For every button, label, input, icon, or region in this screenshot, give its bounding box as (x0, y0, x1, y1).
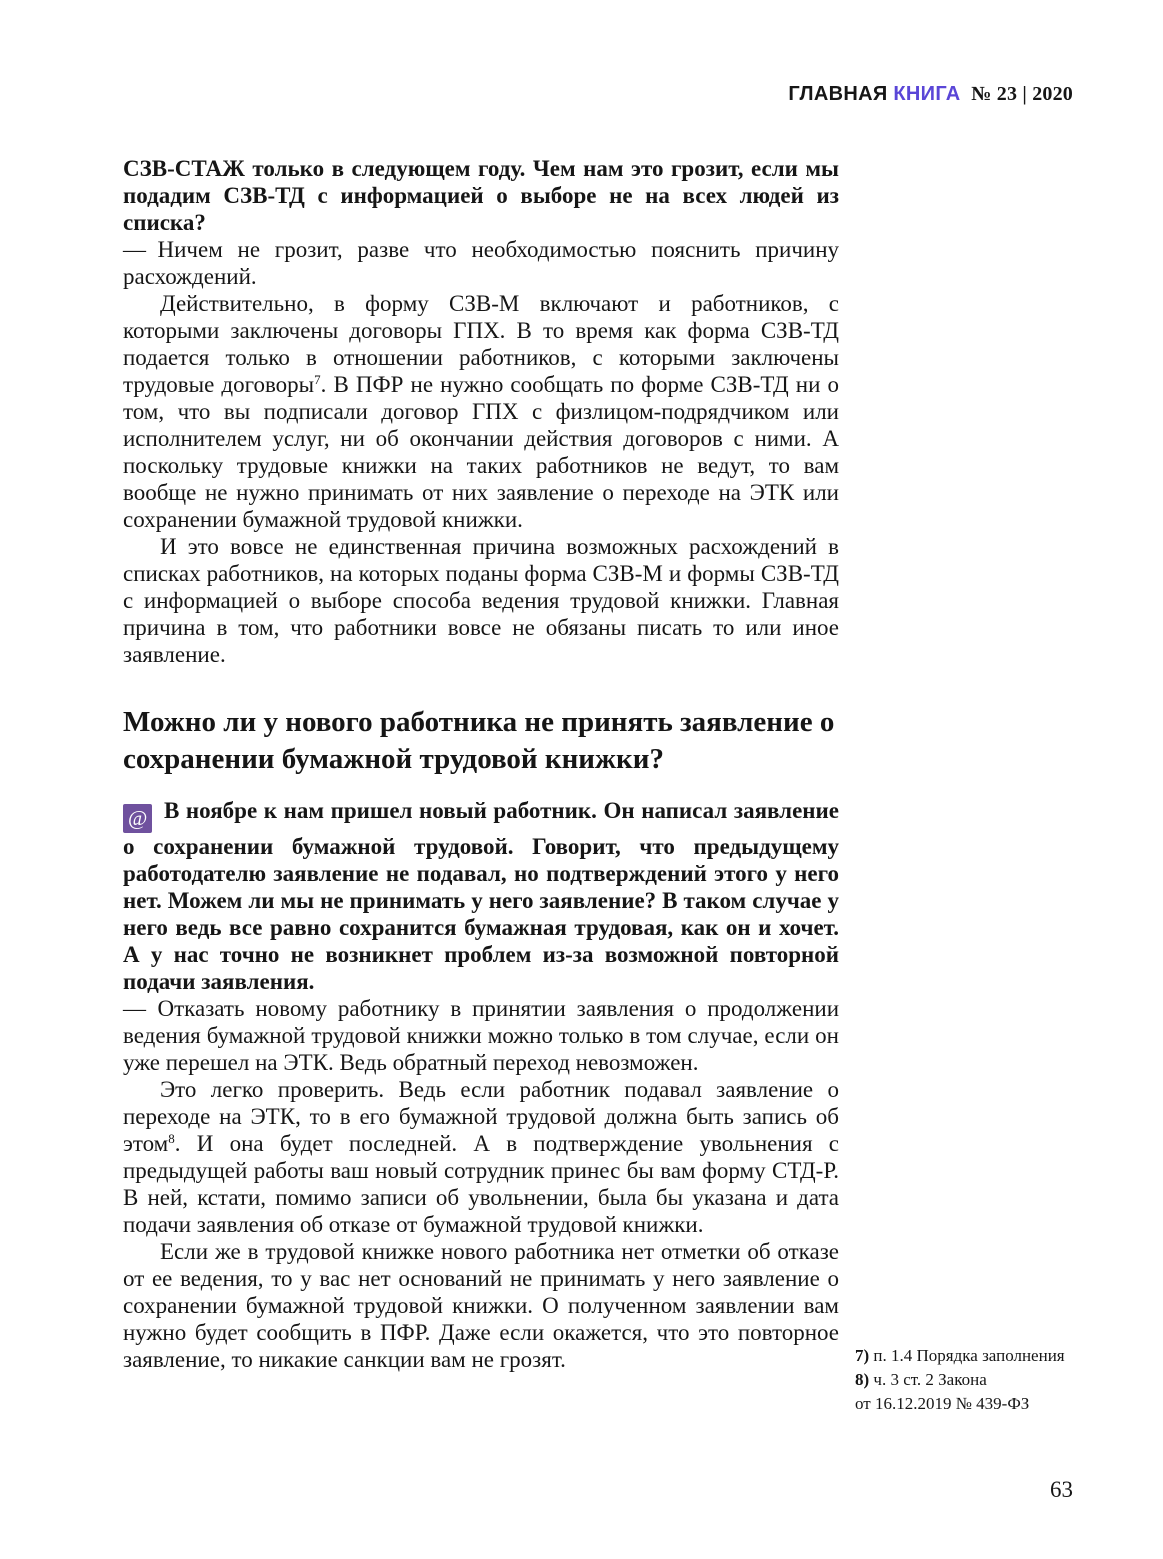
footnote-8-text-line1: ч. 3 ст. 2 Закона (873, 1370, 987, 1389)
footnote-7 (855, 1344, 1085, 1368)
answer-2-para-3: Если же в трудовой книжке нового работника нет отметки об отказе от ее ведения, то у вас нет оснований не принимать у него заявление о сохранении бумажной трудовой книжки. О полученном заявлении вам нужно будет сообщить в ПФР. Даже если окажется, что это повторное заявление, то никакие санкции вам не грозят. (123, 1239, 839, 1372)
margin-footnotes (855, 1344, 1085, 1416)
page-number: 63 (1050, 1477, 1073, 1502)
brand-kniga: КНИГА (893, 83, 961, 105)
answer-1-para-2-cont: . В ПФР не нужно сообщать по форме СЗВ-ТД ни о том, что вы подписали договор ГПХ с физлицом-подрядчиком или исполнителем услуг, ни об окончании действия договоров с ними. А поскольку трудовые книжки на таких работников не ведут, то вам вообще не нужно принимать от них заявление о переходе на ЭТК или сохранении бумажной трудовой книжки. (123, 372, 839, 532)
article-column (123, 155, 839, 1373)
footnote-7-number: 7) (855, 1346, 870, 1365)
footnote-8 (855, 1368, 1085, 1416)
reader-question-2-text: В ноябре к нам пришел новый работник. Он написал заявление о сохранении бумажной трудовой. Говорит, что предыдущему работодателю заявление не подавал, но подтверждений этого у него нет. Можем ли мы не принимать у него заявление? В таком случае у него ведь все равно сохранится бумажная трудовая, как он и хочет. А у нас точно не возникнет проблем из-за возможной повторной подачи заявления. (123, 798, 839, 994)
footnote-7-text: п. 1.4 Порядка заполнения (873, 1346, 1065, 1365)
answer-2-para-2-cont: . И она будет последней. А в подтверждение увольнения с предыдущей работы ваш новый сотрудник принес бы вам форму СТД-Р. В ней, кстати, помимо записи об увольнении, была бы указана и дата подачи заявления об отказе от бумажной трудовой книжки. (123, 1131, 839, 1237)
section-heading: Можно ли у нового работника не принять заявление о сохранении бумажной трудовой книжки? (123, 706, 835, 775)
footnote-ref-8: 8 (168, 1131, 175, 1146)
footnote-ref-7: 7 (314, 372, 321, 387)
reader-question-1: СЗВ-СТАЖ только в следующем году. Чем нам это грозит, если мы подадим СЗВ-ТД с информацией о выборе не на всех людей из списка? (123, 156, 839, 235)
answer-1-para-3: И это вовсе не единственная причина возможных расхождений в списках работников, на которых поданы форма СЗВ-М и формы СЗВ-ТД с информацией о выборе способа ведения трудовой книжки. Главная причина в том, что работники вовсе не обязаны писать то или иное заявление. (123, 534, 839, 667)
answer-2-para-1: — Отказать новому работнику в принятии заявления о продолжении ведения бумажной трудовой книжки можно только в том случае, если он уже перешел на ЭТК. Ведь обратный переход невозможен. (123, 996, 839, 1075)
issue-number: № 23 | 2020 (971, 83, 1073, 105)
brand-glavnaya: ГЛАВНАЯ (788, 83, 888, 105)
reader-question-2 (123, 797, 839, 995)
answer-2-para-2-text: Это легко проверить. Ведь если работник подавал заявление о переходе на ЭТК, то в его бумажной трудовой должна быть запись об этом (123, 1077, 839, 1156)
answer-1-para-2-text: Действительно, в форму СЗВ-М включают и работников, с которыми заключены договоры ГПХ. В то время как форма СЗВ-ТД подается только в отношении работников, с которыми заключены трудовые договоры (123, 291, 839, 397)
footnote-8-text-line2: от 16.12.2019 № 439-ФЗ (855, 1394, 1030, 1413)
answer-2-para-2 (123, 1076, 839, 1238)
email-at-icon: @ (123, 804, 152, 833)
page-header (788, 83, 1073, 106)
footnote-8-number: 8) (855, 1370, 870, 1389)
answer-1-para-1: — Ничем не грозит, разве что необходимостью пояснить причину расхождений. (123, 237, 839, 289)
answer-1-para-2 (123, 290, 839, 533)
